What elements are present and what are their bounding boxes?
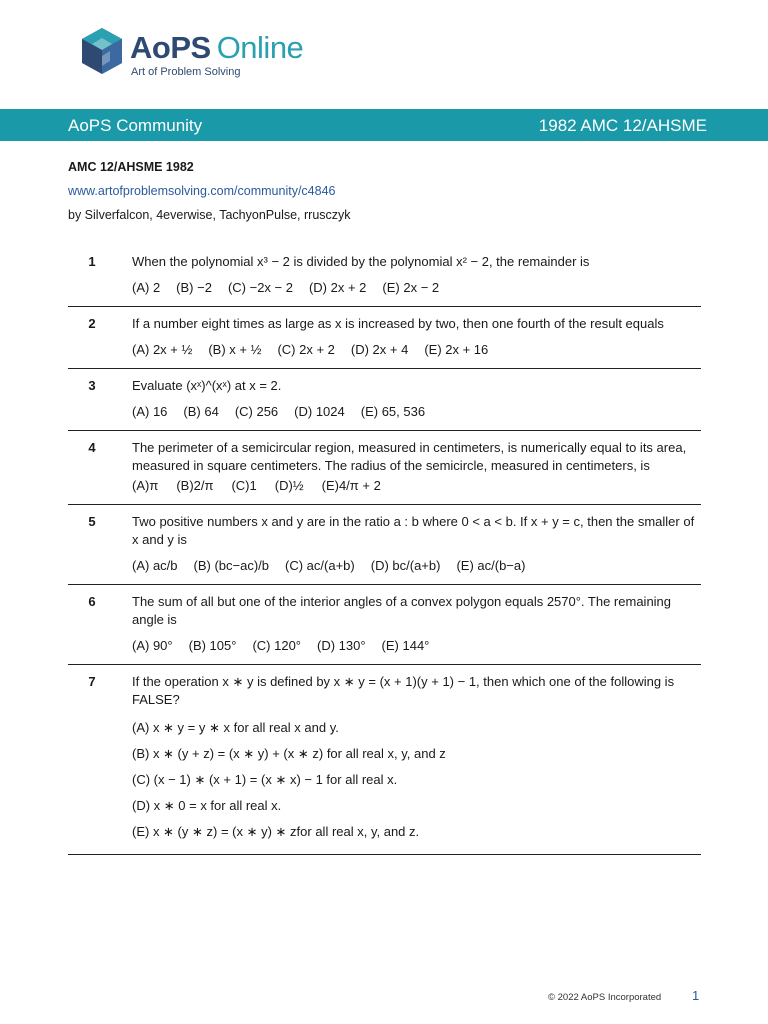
logo-tagline: Art of Problem Solving — [131, 66, 241, 78]
answer-choices — [132, 637, 701, 655]
choice-e: (E) 144° — [381, 638, 430, 653]
choice-e: (E) 2x + 16 — [424, 342, 489, 357]
choice-b: (B)2/π — [176, 478, 214, 493]
page-number: 1 — [692, 988, 700, 1003]
answer-choices — [132, 279, 701, 297]
choice-a: (A) 16 — [132, 404, 168, 419]
community-link[interactable]: www.artofproblemsolving.com/community/c4846 — [68, 184, 336, 198]
problem-list — [68, 245, 701, 855]
answer-choices — [132, 403, 701, 421]
choice-b: (B) 105° — [188, 638, 237, 653]
choice-a: (A) x ∗ y = y ∗ x for all real x and y. — [132, 720, 339, 735]
problem-2 — [68, 307, 701, 369]
problem-1 — [68, 245, 701, 307]
choice-c: (C)1 — [231, 478, 257, 493]
choice-d: (D) 1024 — [294, 404, 345, 419]
choice-c: (C) −2x − 2 — [227, 280, 293, 295]
problem-statement: If the operation x ∗ y is defined by x ∗ y = (x + 1)(y + 1) − 1, then which one of the following is FALSE? — [132, 674, 675, 707]
choice-a: (A) 90° — [132, 638, 173, 653]
contest-authors: by Silverfalcon, 4everwise, TachyonPulse, rrusczyk — [68, 208, 351, 222]
banner-community-title: AoPS Community — [68, 116, 203, 135]
choice-d: (D) bc/(a+b) — [370, 558, 441, 573]
problem-number: 3 — [88, 378, 96, 393]
choice-a: (A) 2x + ½ — [132, 342, 193, 357]
cube-logo-icon — [80, 26, 124, 76]
problem-number: 4 — [88, 440, 96, 455]
choice-c: (C) 256 — [234, 404, 279, 419]
choice-c: (C) 120° — [252, 638, 301, 653]
choice-e: (E)4/π + 2 — [321, 478, 381, 493]
problem-statement: If a number eight times as large as x is increased by two, then one fourth of the result equals — [132, 316, 664, 331]
logo-brand: AoPS — [130, 30, 211, 65]
choice-b: (B) x ∗ (y + z) = (x ∗ y) + (x ∗ z) for all real x, y, and z — [132, 746, 446, 761]
answer-choices — [132, 477, 701, 495]
problem-number: 2 — [88, 316, 96, 331]
problem-3 — [68, 369, 701, 431]
choice-c: (C) ac/(a+b) — [285, 558, 355, 573]
choice-e: (E) ac/(b−a) — [456, 558, 526, 573]
problem-statement: Evaluate (xˣ)^(xˣ) at x = 2. — [132, 378, 282, 393]
choice-b: (B) x + ½ — [208, 342, 262, 357]
choice-b: (B) (bc−ac)/b — [193, 558, 270, 573]
choice-e: (E) x ∗ (y ∗ z) = (x ∗ y) ∗ zfor all real x, y, and z. — [132, 824, 420, 839]
copyright-footer: © 2022 AoPS Incorporated — [548, 992, 662, 1003]
community-banner — [0, 109, 768, 141]
problem-number: 7 — [88, 674, 96, 689]
choice-a: (A) ac/b — [132, 558, 178, 573]
choice-e: (E) 65, 536 — [360, 404, 426, 419]
problem-statement: The sum of all but one of the interior angles of a convex polygon equals 2570°. The remaining angle is — [132, 594, 672, 627]
problem-number: 5 — [88, 514, 96, 529]
choice-a: (A)π — [132, 478, 159, 493]
choice-d: (D) 2x + 2 — [308, 280, 367, 295]
logo-brand-suffix: Online — [216, 30, 304, 65]
contest-title: AMC 12/AHSME 1982 — [68, 160, 194, 174]
problem-statement: When the polynomial x³ − 2 is divided by the polynomial x² − 2, the remainder is — [132, 254, 590, 269]
choice-b: (B) 64 — [183, 404, 219, 419]
problem-4 — [68, 431, 701, 505]
problem-number: 6 — [88, 594, 96, 609]
banner-contest-title: 1982 AMC 12/AHSME — [538, 116, 707, 135]
answer-choices — [132, 715, 701, 844]
aops-logo[interactable] — [80, 26, 340, 82]
answer-choices — [132, 341, 701, 359]
problem-number: 1 — [88, 254, 96, 269]
problem-7 — [68, 665, 701, 855]
logo-wordmark — [130, 30, 303, 66]
answer-choices — [132, 557, 701, 575]
problem-5 — [68, 505, 701, 585]
choice-d: (D) 2x + 4 — [350, 342, 409, 357]
problem-statement: The perimeter of a semicircular region, measured in centimeters, is numerically equal to its area, measured in square centimeters. The radius of the semicircle, measured in centimeters, is — [132, 440, 687, 473]
choice-d: (D) x ∗ 0 = x for all real x. — [132, 798, 282, 813]
choice-d: (D)½ — [274, 478, 304, 493]
choice-d: (D) 130° — [317, 638, 366, 653]
choice-a: (A) 2 — [132, 280, 161, 295]
choice-c: (C) 2x + 2 — [277, 342, 335, 357]
choice-e: (E) 2x − 2 — [382, 280, 440, 295]
choice-c: (C) (x − 1) ∗ (x + 1) = (x ∗ x) − 1 for all real x. — [132, 772, 398, 787]
choice-b: (B) −2 — [176, 280, 212, 295]
problem-6 — [68, 585, 701, 665]
problem-statement: Two positive numbers x and y are in the ratio a : b where 0 < a < b. If x + y = c, then the smaller of x and y is — [132, 514, 695, 547]
contest-meta — [68, 155, 351, 227]
